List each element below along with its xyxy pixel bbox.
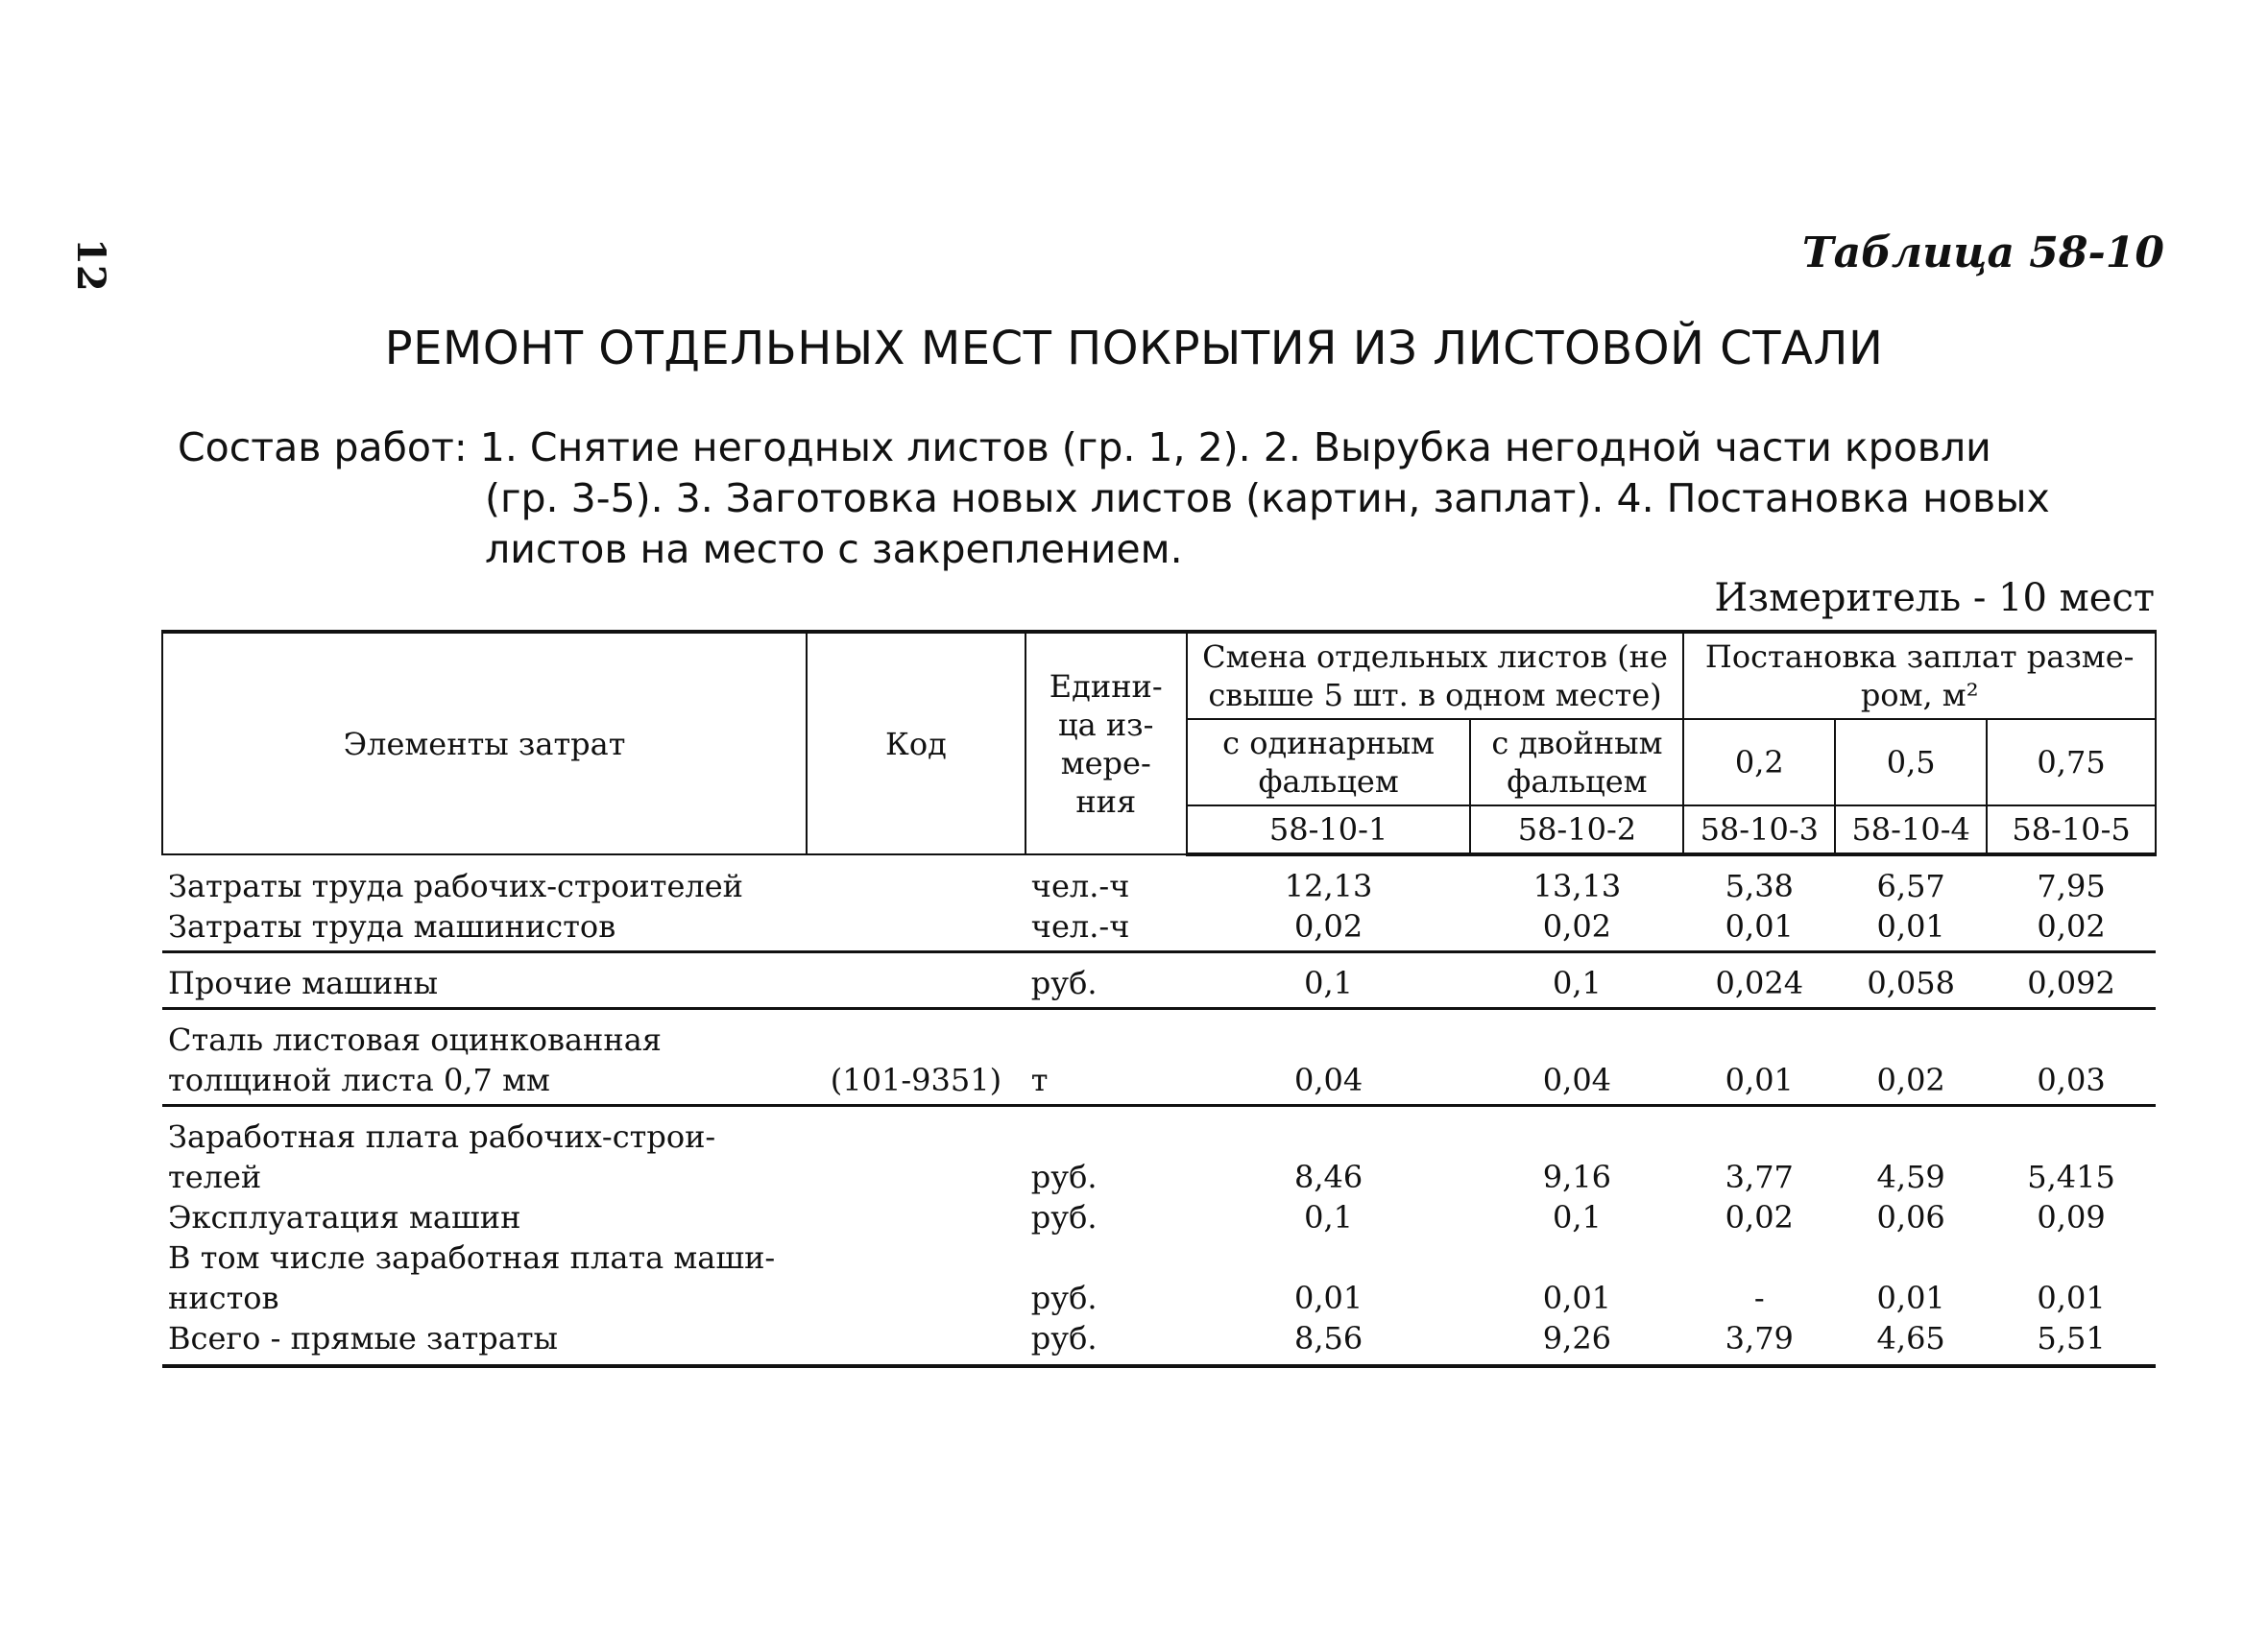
row-name: Затраты труда рабочих-строителей: [168, 868, 743, 904]
work-composition-line-1: [178, 422, 2146, 473]
row-unit: руб.: [1025, 952, 1187, 1009]
row-code: [807, 854, 1025, 906]
row-value: 3,79: [1683, 1318, 1835, 1366]
row-value: 4,59: [1876, 1159, 1945, 1195]
row-value: 0,1: [1304, 1199, 1354, 1236]
row-code: [807, 1197, 1025, 1237]
row-value: 13,13: [1532, 868, 1622, 904]
work-composition-label: Состав работ:: [178, 424, 468, 470]
table-row: [162, 906, 2156, 952]
row-value: 0,01: [1683, 1009, 1835, 1106]
row-value: 0,02: [1470, 906, 1683, 952]
page-number: 12: [68, 238, 113, 292]
header-unit: Едини-ца из-мере-ния: [1025, 632, 1187, 854]
work-composition-text-1: 1. Снятие негодных листов (гр. 1, 2). 2. Вырубка негодной части кровли: [479, 424, 1991, 470]
row-value: 0,04: [1187, 1009, 1471, 1106]
row-name: Прочие машины: [162, 952, 807, 1009]
row-code: (101-9351): [807, 1009, 1025, 1106]
row-value: 0,092: [1987, 952, 2156, 1009]
table-label: Таблица 58-10: [1801, 228, 2164, 277]
row-name-line-2: телей: [168, 1159, 262, 1195]
row-name: Затраты труда машинистов: [162, 906, 807, 952]
table-row: [162, 1106, 2156, 1198]
row-value: 0,058: [1835, 952, 1987, 1009]
table-row: [162, 952, 2156, 1009]
row-value: 0,01: [1542, 1280, 1612, 1316]
row-value: 4,65: [1835, 1318, 1987, 1366]
header-code: Код: [807, 632, 1025, 854]
row-value: 5,38: [1725, 868, 1794, 904]
document-title: РЕМОНТ ОТДЕЛЬНЫХ МЕСТ ПОКРЫТИЯ ИЗ ЛИСТОВОЙ СТАЛИ: [384, 322, 1884, 375]
row-value: 3,77: [1725, 1159, 1794, 1195]
header-code-1: 58-10-1: [1187, 805, 1471, 854]
row-value: 7,95: [2037, 868, 2106, 904]
row-value: 0,01: [1835, 906, 1987, 952]
row-unit: т: [1025, 1009, 1187, 1106]
row-value: 0,01: [1293, 1280, 1363, 1316]
table-row: [162, 1197, 2156, 1237]
row-value: 8,46: [1293, 1159, 1363, 1195]
work-composition: [178, 422, 2146, 575]
header-patch-0-5: 0,5: [1835, 719, 1987, 805]
row-name-line-1: В том числе заработная плата маши-: [168, 1239, 776, 1276]
row-value: 0,01: [2037, 1280, 2106, 1316]
row-value: 8,56: [1187, 1318, 1471, 1366]
row-name-line-1: Заработная плата рабочих-строи-: [168, 1118, 716, 1155]
row-value: 0,024: [1683, 952, 1835, 1009]
table-row: [162, 1237, 2156, 1318]
table-row: [162, 1318, 2156, 1366]
row-code: [807, 952, 1025, 1009]
header-single-seam: с одинарным фальцем: [1187, 719, 1471, 805]
table-row: [162, 1009, 2156, 1106]
row-value: 0,09: [2037, 1199, 2106, 1236]
header-elements: Элементы затрат: [162, 632, 807, 854]
header-patch-0-2: 0,2: [1683, 719, 1835, 805]
row-value: 0,04: [1470, 1009, 1683, 1106]
row-value: 0,01: [1683, 906, 1835, 952]
row-value: 5,51: [1987, 1318, 2156, 1366]
row-value: 0,1: [1552, 1199, 1602, 1236]
row-value: 9,26: [1470, 1318, 1683, 1366]
cost-table: [161, 630, 2157, 1368]
row-value: 0,1: [1470, 952, 1683, 1009]
row-unit: руб.: [1030, 1199, 1098, 1236]
row-code: [807, 906, 1025, 952]
table-row: [162, 854, 2156, 906]
row-code: [807, 1318, 1025, 1366]
row-value: 0,02: [1835, 1009, 1987, 1106]
row-value: 0,06: [1876, 1199, 1945, 1236]
row-value: 0,02: [1725, 1199, 1794, 1236]
row-unit: чел.-ч: [1025, 906, 1187, 952]
work-composition-line-3: листов на место с закреплением.: [485, 526, 1183, 572]
row-value: 0,01: [1876, 1280, 1945, 1316]
row-code: [807, 1106, 1025, 1198]
row-name-line-1: Сталь листовая оцинкованная: [168, 1021, 662, 1058]
header-group-patches: Постановка заплат разме-ром, м²: [1683, 632, 2156, 719]
row-code: [807, 1237, 1025, 1318]
row-value: 5,415: [2027, 1159, 2115, 1195]
header-code-4: 58-10-4: [1835, 805, 1987, 854]
measure-unit-note: Измеритель - 10 мест: [1714, 576, 2155, 620]
row-name: Эксплуатация машин: [168, 1199, 521, 1236]
header-code-2: 58-10-2: [1470, 805, 1683, 854]
row-unit: чел.-ч: [1030, 868, 1130, 904]
row-value: -: [1753, 1280, 1765, 1316]
row-value: 0,1: [1187, 952, 1471, 1009]
row-unit: руб.: [1030, 1159, 1098, 1195]
header-code-5: 58-10-5: [1987, 805, 2156, 854]
header-code-3: 58-10-3: [1683, 805, 1835, 854]
row-name: [162, 1237, 807, 1318]
row-value: 0,02: [1987, 906, 2156, 952]
row-name-line-2: нистов: [168, 1280, 279, 1316]
row-value: 6,57: [1876, 868, 1945, 904]
row-value: 0,02: [1187, 906, 1471, 952]
header-group-sheet-replacement: Смена отдельных листов (не свыше 5 шт. в одном месте): [1187, 632, 1684, 719]
work-composition-line-2: (гр. 3-5). 3. Заготовка новых листов (картин, заплат). 4. Постановка новых: [485, 475, 2050, 521]
row-unit: руб.: [1030, 1280, 1098, 1316]
row-name-line-2: толщиной листа 0,7 мм: [168, 1062, 550, 1098]
row-name: [162, 1106, 807, 1198]
header-double-seam: с двойным фальцем: [1470, 719, 1683, 805]
row-unit: руб.: [1025, 1318, 1187, 1366]
row-value: 0,03: [1987, 1009, 2156, 1106]
header-patch-0-75: 0,75: [1987, 719, 2156, 805]
row-name: Всего - прямые затраты: [162, 1318, 807, 1366]
row-name: [162, 1009, 807, 1106]
row-value: 9,16: [1542, 1159, 1612, 1195]
row-value: 12,13: [1284, 868, 1373, 904]
